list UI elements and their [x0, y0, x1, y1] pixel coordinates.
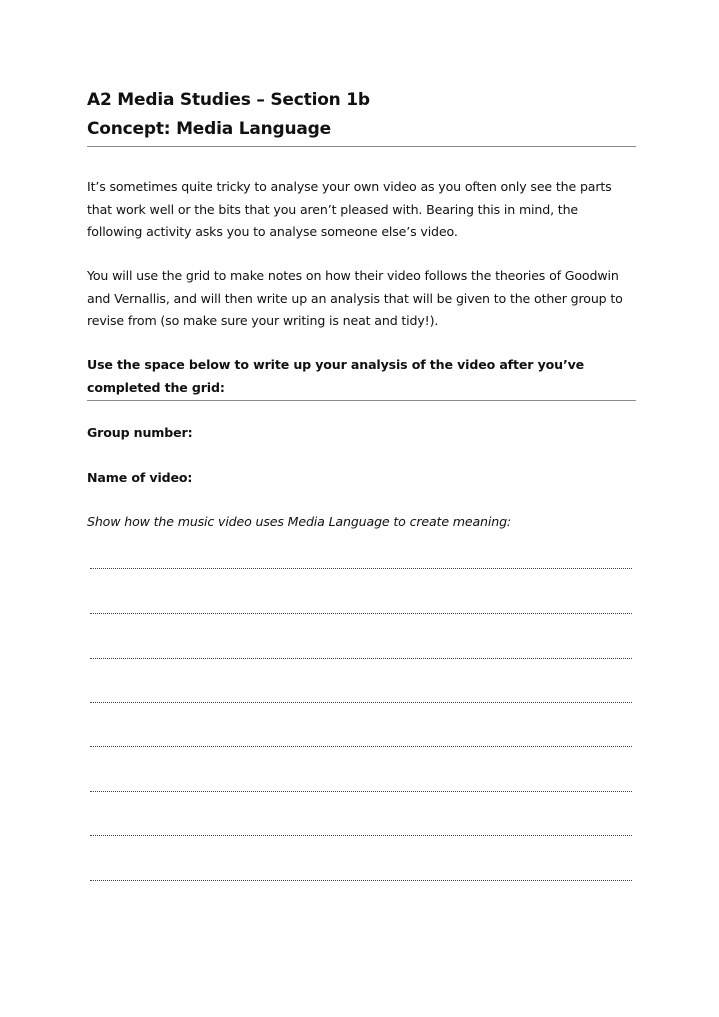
answer-line[interactable]	[90, 746, 632, 747]
answer-line[interactable]	[90, 791, 632, 792]
title-block	[87, 86, 636, 144]
instruction-text: Use the space below to write up your analysis of the video after you’ve completed the grid:	[87, 357, 585, 395]
video-name-label: Name of video:	[87, 470, 193, 485]
intro-paragraph-2: You will use the grid to make notes on how their video follows the theories of Goodwin and Vernallis, and will then write up an analysis that will be given to the other group to revise from (so make sure your writing is neat and tidy!).	[87, 268, 623, 328]
intro-paragraph-1: It’s sometimes quite tricky to analyse your own video as you often only see the parts that work well or the bits that you aren’t pleased with. Bearing this in mind, the following activity asks you to analyse someone else’s video.	[87, 179, 612, 239]
answer-line[interactable]	[90, 702, 632, 703]
answer-line[interactable]	[90, 613, 632, 614]
answer-line[interactable]	[90, 880, 632, 881]
answer-line[interactable]	[90, 658, 632, 659]
concept-title: Concept: Media Language	[87, 119, 331, 139]
group-number-label: Group number:	[87, 425, 193, 440]
answer-line[interactable]	[90, 568, 632, 569]
document-title: A2 Media Studies – Section 1b	[87, 90, 370, 110]
analysis-prompt: Show how the music video uses Media Language to create meaning:	[87, 514, 512, 529]
instruction-divider	[87, 400, 636, 401]
answer-line[interactable]	[90, 835, 632, 836]
title-divider	[87, 146, 636, 147]
